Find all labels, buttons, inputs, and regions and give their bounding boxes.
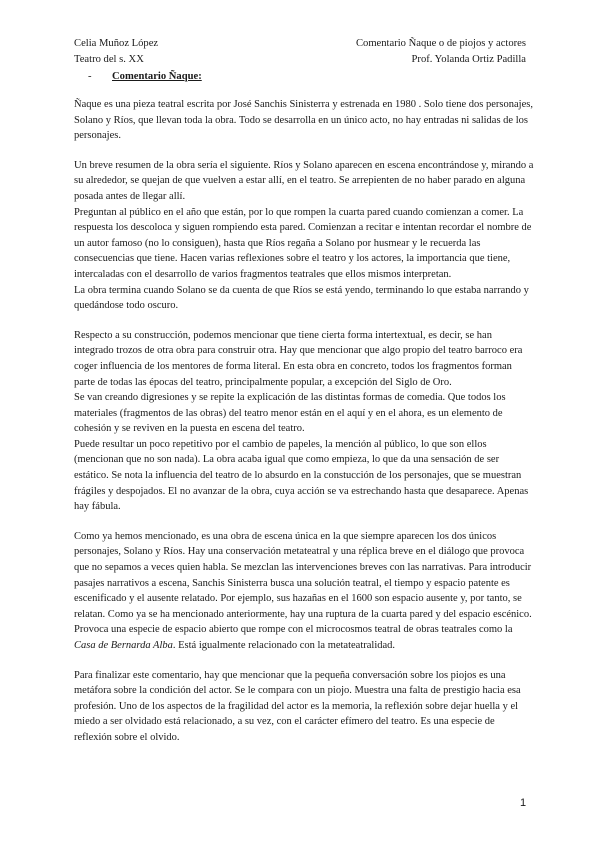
header-professor: Prof. Yolanda Ortiz Padilla: [411, 54, 526, 65]
list-bullet: -: [88, 71, 92, 82]
work-title: Casa de Bernarda Alba: [74, 640, 173, 651]
section-title: Comentario Ñaque:: [112, 71, 202, 82]
page-number: 1: [520, 797, 527, 809]
paragraph-construction-3: Puede resultar un poco repetitivo por el cambio de papeles, la mención al público, lo que son ellos (mencionan que no son nada). La obra acaba igual que como empieza, lo que da una sensación de ser estático. Se nota la influencia del teatro de lo absurdo en la constucción de los personajes, que se muestran frágiles y despojados. El no avanzar de la obra, cuya acción se va estrechando hasta que desaparece. Apenas hay fábula.: [74, 438, 529, 513]
paragraph-summary-2: Preguntan al público en el año que están, por lo que rompen la cuarta pared cuando comienzan a comer. La respuesta los descoloca y siguen rompiendo esta pared. Comienzan a recitar e intentan recordar el nombre de un autor famoso (no lo consiguen), hasta que Ríos regaña a Solano por husmear y le recuerda las consecuencias que tiene. Hacen varias reflexiones sobre el teatro y los actores, la importancia que tiene, intercaladas con el desarrollo de varios fragmentos teatrales que ellos mismos interpretan.: [74, 206, 532, 280]
paragraph-summary-3: La obra termina cuando Solano se da cuenta de que Ríos se está yendo, terminando lo que estaba narrando y quedándose todo oscuro.: [74, 284, 529, 312]
paragraph-summary-1: Un breve resumen de la obra sería el siguiente. Ríos y Solano aparecen en escena encontrándose y, mirando a su alrededor, se quejan de que vuelven a estar allí, en el teatro. Se arrepienten de no haber parado en alguna posada antes de llegar allí.: [74, 159, 534, 202]
paragraph-gap: [74, 144, 534, 158]
paragraph-staging-text: Como ya hemos mencionado, es una obra de escena única en la que siempre aparecen los dos únicos personajes, Solano y Ríos. Hay una conservación metateatral y una réplica breve en el diálogo que provoca que no sepamos a veces quien habla. Se mezclan las intervenciones breves con las narrativas. Para introducir pasajes narrativos a escena, Sanchis Sinisterra busca una solución teatral, el tiempo y espacio patente es escenificado y el ausente relatado. Por ejemplo, sus hazañas en el 1600 son espacio ausente y, por tanto, se relatan. Como ya se ha mencionado anteriormente, hay una ruptura de la cuarta pared y del espacio escénico. Provoca una especie de espacio abierto que rompe con el microcosmos teatral de obras teatrales como la: [74, 530, 532, 636]
paragraph-gap: [74, 654, 534, 668]
paragraph-staging-end: . Está igualmente relacionado con la metateatralidad.: [172, 640, 396, 651]
header-author: Celia Muñoz López: [74, 38, 159, 49]
header-course: Teatro del s. XX: [74, 54, 144, 65]
paragraph-intro: Ñaque es una pieza teatral escrita por José Sanchis Sinisterra y estrenada en 1980 . Solo tiene dos personajes, Solano y Ríos, que llevan toda la obra. Todo se desarrolla en un único acto, no hay entradas ni salidas de los personajes.: [74, 99, 533, 142]
section-heading: [88, 71, 202, 82]
paragraph-staging: [74, 529, 534, 654]
paragraph-gap: [74, 314, 534, 328]
paragraph-construction-2: Se van creando digresiones y se repite la explicación de las distintas formas de comedia. Que todos los materiales (fragmentos de las obras) del teatro menor están en el aquí y en el ahora, es un elemento de cohesión y se reviven en la puesta en escena del teatro.: [74, 392, 506, 435]
header-doc-title: Comentario Ñaque o de piojos y actores: [355, 38, 526, 49]
document-body: [74, 97, 534, 746]
page-header: [74, 36, 526, 68]
paragraph-conclusion: Para finalizar este comentario, hay que mencionar que la pequeña conversación sobre los piojos es una metáfora sobre la condición del actor. Se le compara con un piojo. Muestra una falta de prestigio hacia esa profesión. Uno de los aspectos de la fragilidad del actor es la memoria, la reflexión sobre dejar huella y el miedo a ser olvidado está relacionado, a su vez, con el carácter efímero del teatro. Es una especie de reflexión sobre el olvido.: [74, 669, 521, 743]
paragraph-construction-1: Respecto a su construcción, podemos mencionar que tiene cierta forma intertextual, es decir, se han integrado trozos de otra obra para construir otra. Hay que mencionar que algo propio del teatro barroco era coger influencia de los mentores de forma literal. En esta obra en concreto, todos los fragmentos forman parte de todas las épocas del teatro, principalmente popular, a excepción del Siglo de Oro.: [74, 329, 523, 388]
paragraph-gap: [74, 515, 534, 529]
